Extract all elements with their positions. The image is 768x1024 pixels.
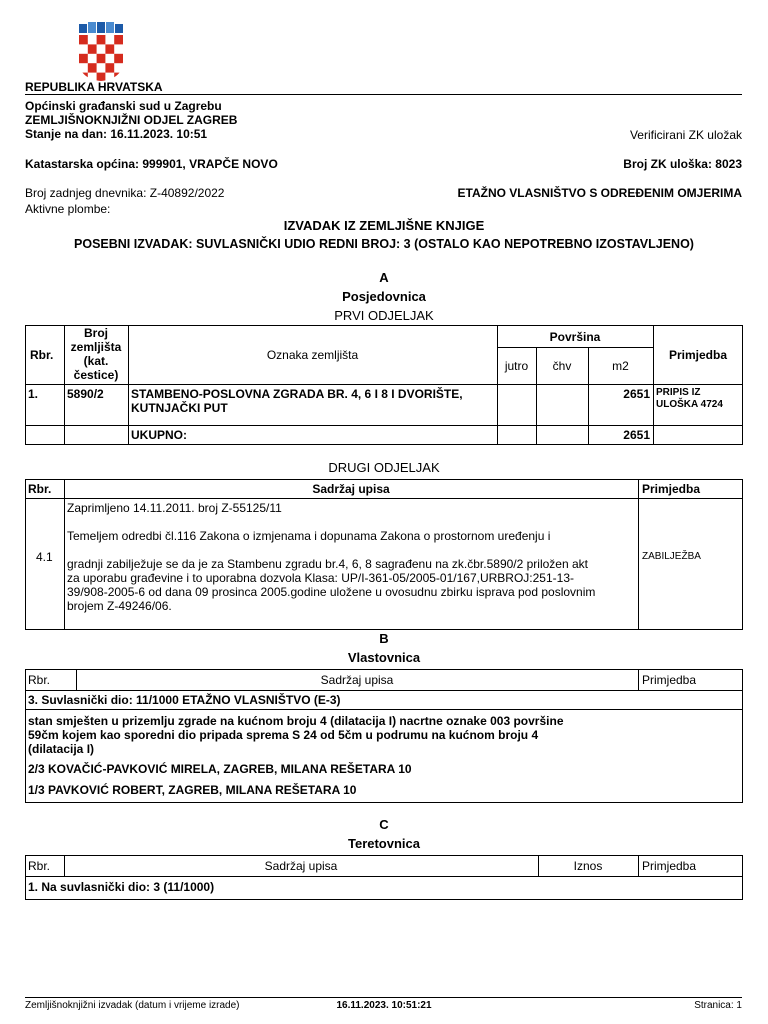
document-title: IZVADAK IZ ZEMLJIŠNE KNJIGE	[283, 218, 485, 233]
country-name: REPUBLIKA HRVATSKA	[25, 80, 163, 94]
entry-line-2: Temeljem odredbi čl.116 Zakona o izmjenama i dopunama Zakona o prostornom uređenju i	[67, 529, 551, 543]
header-divider	[25, 94, 742, 95]
second-part-title: DRUGI ODJELJAK	[328, 460, 440, 475]
col-povrsina: Površina	[549, 330, 601, 344]
row-primjedba: PRIPIS IZ ULOŠKA 4724	[656, 387, 723, 410]
active-seals: Aktivne plombe:	[25, 202, 111, 216]
first-part-title: PRVI ODJELJAK	[334, 308, 434, 323]
col-sadrzaj: Sadržaj upisa	[312, 482, 390, 496]
row-rbr: 1.	[28, 387, 39, 401]
total-label: UKUPNO:	[131, 428, 187, 442]
checkerboard	[79, 35, 123, 82]
col-rbr: Rbr.	[30, 348, 54, 362]
col-primjedba: Primjedba	[642, 859, 697, 873]
status-date: Stanje na dan: 16.11.2023. 10:51	[25, 127, 208, 141]
col-m2: m2	[612, 359, 629, 373]
row-m2: 2651	[623, 387, 650, 401]
entry-primjedba: ZABILJEŽBA	[642, 551, 701, 562]
entry-line-3: gradnji zabilježuje se da je za Stambenu zgradu br.4, 6, 8 sagrađenu na zk.čbr.5890/2 priložen akt	[67, 557, 588, 571]
total-m2: 2651	[623, 428, 650, 442]
row-oznaka: STAMBENO-POSLOVNA ZGRADA BR. 4, 6 I 8 I DVORIŠTE, KUTNJAČKI PUT	[131, 387, 463, 415]
row-broj: 5890/2	[67, 387, 104, 401]
section-b-letter: B	[379, 631, 389, 646]
owner-2: 1/3 PAVKOVIĆ ROBERT, ZAGREB, MILANA REŠETARA 10	[28, 783, 357, 797]
section-a-letter: A	[379, 270, 389, 285]
col-oznaka: Oznaka zemljišta	[266, 348, 359, 362]
footer-divider	[25, 997, 742, 998]
entry-line-1: Zaprimljeno 14.11.2011. broj Z-55125/11	[67, 501, 282, 515]
col-rbr: Rbr.	[28, 859, 51, 873]
col-jutro: jutro	[504, 359, 529, 373]
col-sadrzaj: Sadržaj upisa	[264, 859, 338, 873]
owner-1: 2/3 KOVAČIĆ-PAVKOVIĆ MIRELA, ZAGREB, MILANA REŠETARA 10	[28, 762, 412, 776]
court-name: Općinski građanski sud u Zagrebu	[25, 99, 222, 113]
share-title: 3. Suvlasnički dio: 11/1000 ETAŽNO VLASNIŠTVO (E-3)	[28, 693, 341, 707]
zk-number: Broj ZK uloška: 8023	[623, 157, 742, 171]
ownership-type: ETAŽNO VLASNIŠTVO S ODREĐENIM OMJERIMA	[457, 186, 742, 200]
footer-timestamp: 16.11.2023. 10:51:21	[336, 1000, 432, 1011]
col-primjedba: Primjedba	[668, 348, 728, 362]
encumbrance-entry: 1. Na suvlasnički dio: 3 (11/1000)	[28, 880, 215, 894]
entry-rbr: 4.1	[36, 550, 53, 564]
share-desc-2: 59čm kojem kao sporedni dio pripada sprema S 24 od 5čm u podrumu na kućnom broju 4	[28, 728, 539, 742]
crown	[79, 22, 123, 33]
section-c-title: Teretovnica	[347, 836, 420, 851]
coat-of-arms-icon	[78, 22, 124, 82]
document-subtitle: POSEBNI IZVADAK: SUVLASNIČKI UDIO REDNI BROJ: 3 (OSTALO KAO NEPOTREBNO IZOSTAVLJENO)	[74, 237, 694, 251]
section-a-title: Posjedovnica	[342, 289, 426, 304]
verified-label: Verificirani ZK uložak	[629, 128, 742, 142]
last-diary-number: Broj zadnjeg dnevnika: Z-40892/2022	[25, 186, 225, 200]
col-broj: Broj zemljišta (kat. čestice)	[70, 326, 122, 382]
cadastral-municipality: Katastarska općina: 999901, VRAPČE NOVO	[25, 157, 278, 171]
col-rbr: Rbr.	[28, 482, 52, 496]
col-chv: čhv	[552, 359, 572, 373]
page-number: Stranica: 1	[694, 1000, 742, 1011]
col-primjedba: Primjedba	[642, 482, 701, 496]
col-sadrzaj: Sadržaj upisa	[320, 673, 394, 687]
col-iznos: Iznos	[573, 859, 603, 873]
entry-line-5: 39/908-2005-6 od dana 09 prosinca 2005.godine uložene u ovosudnu zbirku isprava pod poslovnim	[67, 585, 596, 599]
section-c-letter: C	[379, 817, 389, 832]
section-b-title: Vlastovnica	[347, 650, 421, 665]
entry-line-4: za uporabu građevine i to uporabna dozvola Klasa: UP/I-361-05/2005-01/167,URBROJ:251-13-	[67, 571, 574, 585]
col-rbr: Rbr.	[28, 673, 51, 687]
footer-left: Zemljišnoknjižni izvadak (datum i vrijeme izrade)	[25, 1000, 240, 1011]
department-name: ZEMLJIŠNOKNJIŽNI ODJEL ZAGREB	[25, 113, 238, 127]
share-desc-3: (dilatacija I)	[28, 742, 95, 756]
col-primjedba: Primjedba	[642, 673, 697, 687]
entry-line-6: brojem Z-49246/06.	[67, 599, 172, 613]
share-desc-1: stan smješten u prizemlju zgrade na kućnom broju 4 (dilatacija I) nacrtne oznake 003 površine	[28, 714, 564, 728]
